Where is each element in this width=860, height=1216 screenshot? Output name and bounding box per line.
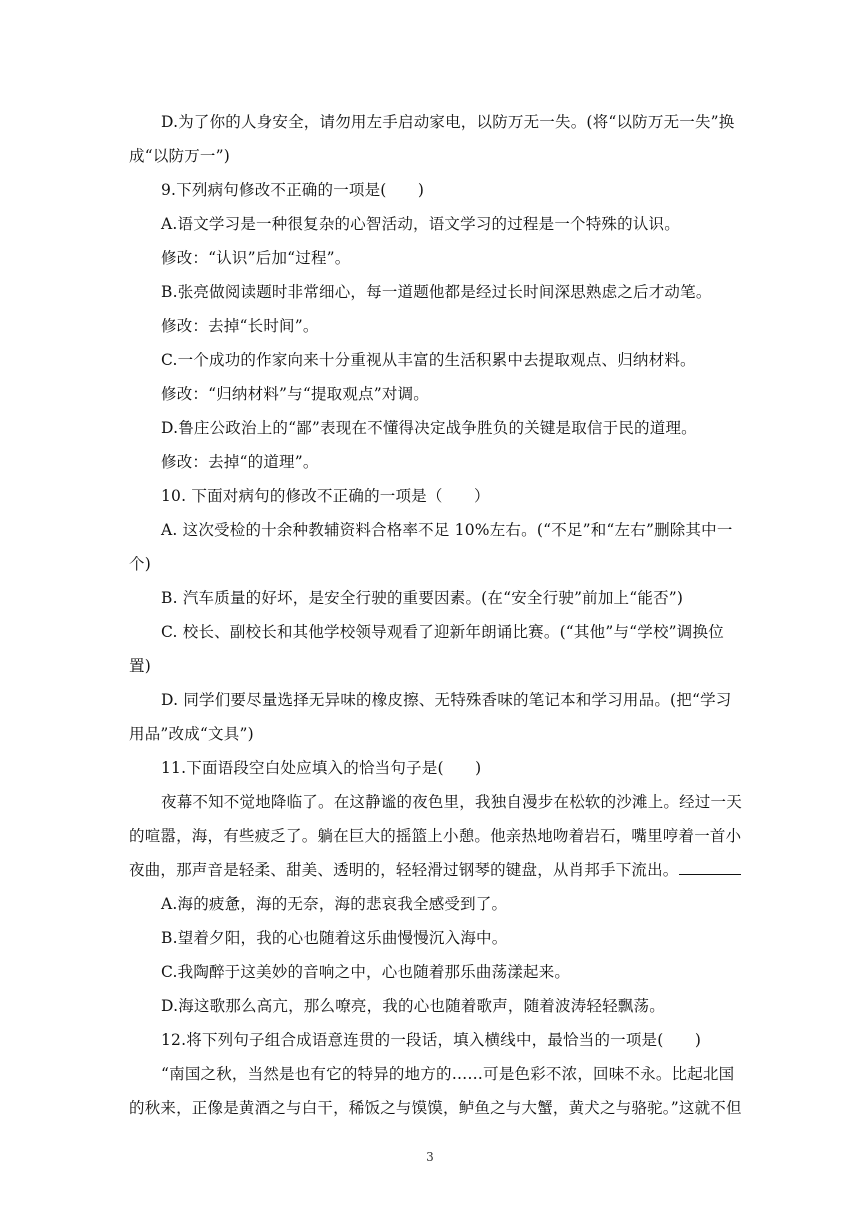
question-10-title: 10. 下面对病句的修改不正确的一项是（ ） [161, 487, 490, 505]
revision-text: 修改：“认识”后加“过程”。 [161, 249, 351, 267]
option-text: A. 这次受检的十余种教辅资料合格率不足 10%左右。(“不足”和“左右”删除其中一 [161, 521, 733, 539]
quote-text: “南国之秋，当然是也有它的特异的地方的……可是色彩不浓，回味不永。比起北国 [161, 1065, 735, 1083]
text-line: D.为了你的人身安全，请勿用左手启动家电，以防万无一失。(将“以防万无一失”换 [161, 113, 735, 131]
option-text: A.语文学习是一种很复杂的心智活动，语文学习的过程是一个特殊的认识。 [161, 215, 680, 233]
option-text: D.鲁庄公政治上的“鄙”表现在不懂得决定战争胜负的关键是取信于民的道理。 [161, 419, 697, 437]
option-text: C.我陶醉于这美妙的音响之中，心也随着那乐曲荡漾起来。 [161, 963, 571, 981]
option-text: C.一个成功的作家向来十分重视从丰富的生活积累中去提取观点、归纳材料。 [161, 351, 696, 369]
passage-text [129, 860, 741, 880]
revision-text: 修改：去掉“长时间”。 [161, 317, 319, 335]
text-line: 个) [129, 555, 151, 573]
option-text: D.海这歌那么高亢，那么嘹亮，我的心也随着歌声，随着波涛轻轻飘荡。 [161, 997, 665, 1015]
revision-text: 修改：“归纳材料”与“提取观点”对调。 [161, 385, 429, 403]
option-text: C. 校长、副校长和其他学校领导观看了迎新年朗诵比赛。(“其他”与“学校”调换位 [161, 623, 724, 641]
text-line: 用品”改成“文具”) [129, 725, 254, 743]
passage-text: 的喧嚣，海，有些疲乏了。躺在巨大的摇篮上小憩。他亲热地吻着岩石，嘴里哼着一首小 [129, 827, 742, 845]
passage-text: 夜幕不知不觉地降临了。在这静谧的夜色里，我独自漫步在松软的沙滩上。经过一天 [161, 793, 742, 811]
option-text: B.张亮做阅读题时非常细心，每一道题他都是经过长时间深思熟虑之后才动笔。 [161, 283, 712, 301]
passage-text-span: 夜曲，那声音是轻柔、甜美、透明的，轻轻滑过钢琴的键盘，从肖邦手下流出。 [129, 861, 679, 879]
quote-text: 的秋来，正像是黄酒之与白干，稀饭之与馍馍，鲈鱼之与大蟹，黄犬之与骆驼。”这就不但 [129, 1099, 742, 1117]
option-text: B.望着夕阳，我的心也随着这乐曲慢慢沉入海中。 [161, 929, 508, 947]
option-text: B. 汽车质量的好坏，是安全行驶的重要因素。(在“安全行驶”前加上“能否”) [161, 589, 684, 607]
text-line: 成“以防万一”) [129, 147, 230, 165]
question-9-title: 9.下列病句修改不正确的一项是( ) [161, 181, 425, 199]
question-12-title: 12.将下列句子组合成语意连贯的一段话，填入横线中，最恰当的一项是( ) [161, 1031, 702, 1049]
page-number: 3 [426, 1150, 434, 1164]
text-line: 置) [129, 657, 151, 675]
revision-text: 修改：去掉“的道理”。 [161, 453, 319, 471]
question-11-title: 11.下面语段空白处应填入的恰当句子是( ) [161, 759, 482, 777]
option-text: A.海的疲惫，海的无奈，海的悲哀我全感受到了。 [161, 895, 508, 913]
option-text: D. 同学们要尽量选择无异味的橡皮擦、无特殊香味的笔记本和学习用品。(把“学习 [161, 691, 732, 709]
answer-blank [679, 860, 741, 875]
